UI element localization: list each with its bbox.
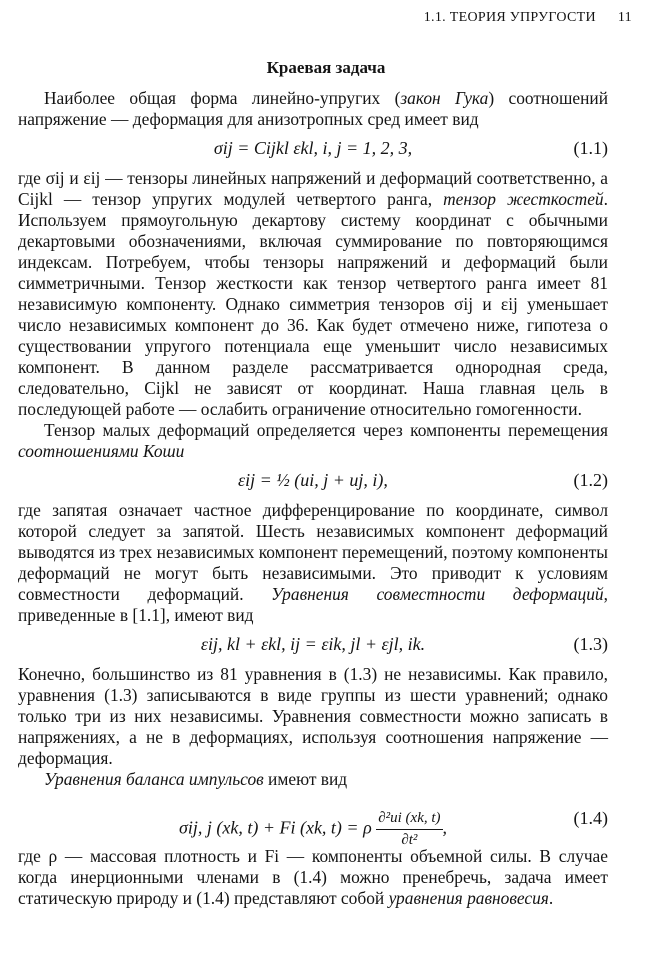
- page-number: 11: [617, 10, 632, 25]
- paragraph-compatibility: где запятая означает частное дифференцирование по координате, символ которой следует за запятой. Шесть независимых компонент деформаций выводятся из трех независимых компонент перемещений, поэтому компоненты деформаций не могут быть независимыми. Это приводит к условиям совместности деформаций. Уравнения совместности деформаций, приведенные в [1.1], имеют вид: [18, 500, 608, 625]
- equation-1-4: [18, 794, 608, 848]
- equation-number: (1.2): [573, 470, 608, 490]
- paragraph-tensors: где σij и εij — тензоры линейных напряжений и деформаций соответственно, а Cijkl — тензор упругих модулей четвертого ранга, тензор жесткостей. Используем прямоугольную декартову систему координат с обычными декартовыми обозначениями, включая суммирование по повторяющимся индексам. Потребуем, чтобы тензоры напряжений и деформаций были симметричными. Тензор жесткости как тензор четвертого ранга имеет 81 независимую компоненту. Однако симметрия тензоров σij и εij уменьшает число независимых компонент до 36. Как будет отмечено ниже, гипотеза о существовании упругого потенциала еще уменьшит число независимых компонент. В данном разделе рассматривается однородная среда, следовательно, Cijkl не зависят от координат. Наша главная цель в последующей работе — ослабить ограничение относительно гомогенности.: [18, 168, 608, 419]
- paragraph-momentum: Уравнения баланса импульсов имеют вид: [44, 769, 348, 789]
- paragraph-cauchy: Тензор малых деформаций определяется через компоненты перемещения соотношениями Коши: [18, 420, 608, 461]
- body-text: [18, 88, 608, 909]
- equation-1-3: [18, 630, 608, 660]
- equation-formula: εij, kl + εkl, ij = εik, jl + εjl, ik.: [200, 634, 426, 654]
- equation-1-1: [18, 134, 608, 164]
- equation-formula: εij = ½ (ui, j + uj, i),: [238, 470, 388, 490]
- running-head: [424, 10, 632, 26]
- section-title: Краевая задача: [266, 58, 386, 77]
- paragraph-independence: Конечно, большинство из 81 уравнения в (1.3) не независимы. Как правило, уравнения (1.3) записываются в виде группы из шести уравнений; однако только три из них независимы. Уравнения совместности можно записать в напряжениях, а не в деформациях, используя соотношения напряжение — деформация.: [18, 664, 608, 768]
- paragraph-hooke: Наиболее общая форма линейно-упругих (закон Гука) соотношений напряжение — деформация для анизотропных сред имеет вид: [18, 88, 608, 129]
- equation-number: (1.1): [573, 138, 608, 158]
- equation-number: (1.3): [573, 634, 608, 654]
- equation-1-2: [18, 466, 608, 496]
- chapter-heading: 1.1. ТЕОРИЯ УПРУГОСТИ: [423, 10, 596, 25]
- equation-formula: σij, j (xk, t) + Fi (xk, t) = ρ $\frac{\text{∂²ui (xk, t)}}{\text{∂t²}}$ ,: [18, 808, 608, 851]
- equation-number: (1.4): [573, 808, 608, 828]
- equation-formula: σij = Cijkl εkl, i, j = 1, 2, 3,: [213, 138, 413, 158]
- paragraph-equilibrium: где ρ — массовая плотность и Fi — компоненты объемной силы. В случае когда инерционными членами в (1.4) можно пренебречь, задача имеет статическую природу и (1.4) представляют собой уравнения равновесия.: [18, 846, 608, 908]
- fraction: $\frac{\text{∂²ui (xk, t)}}{\text{∂t²}}$: [378, 810, 441, 848]
